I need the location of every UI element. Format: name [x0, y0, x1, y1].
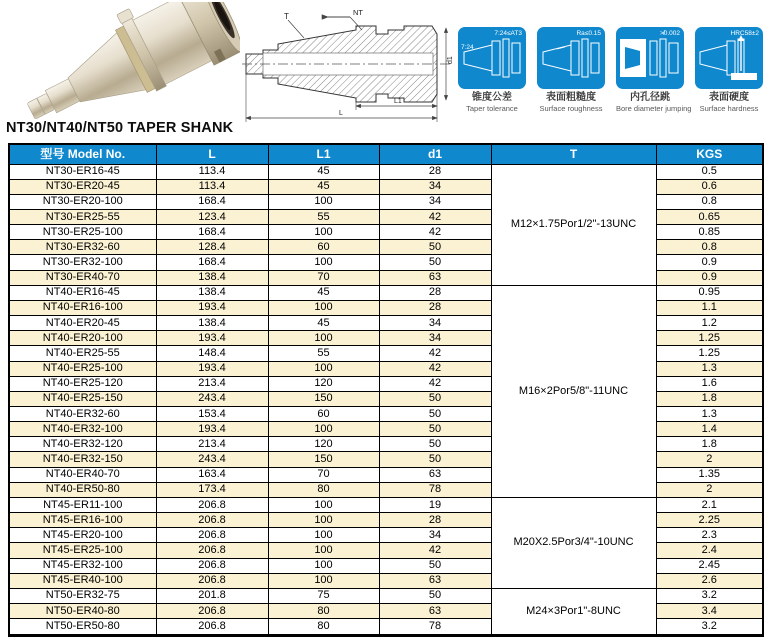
cell-model-no: NT40-ER32-60 [9, 407, 156, 422]
table-row [9, 164, 763, 179]
col-header-l1: L1 [268, 144, 379, 164]
cell-kgs: 2.6 [656, 573, 763, 588]
cell-l1: 120 [268, 376, 379, 391]
cell-model-no: NT45-ER40-100 [9, 573, 156, 588]
cell-l: 206.8 [156, 497, 268, 512]
surface-hardness-label-zh: 表面硬度 [709, 92, 749, 103]
cell-model-no: NT50-ER50-80 [9, 619, 156, 636]
cell-d1: 63 [379, 604, 491, 619]
cell-l: 213.4 [156, 437, 268, 452]
cell-kgs: 0.8 [656, 240, 763, 255]
bore-jumping-label-en: Bore diameter jumping [616, 103, 692, 113]
cell-kgs: 2.25 [656, 513, 763, 528]
cell-d1: 78 [379, 482, 491, 497]
cell-l1: 70 [268, 467, 379, 482]
spec-table [8, 143, 764, 637]
cell-l1: 100 [268, 422, 379, 437]
cell-l: 168.4 [156, 255, 268, 270]
surface-hardness-label-en: Surface hardness [699, 103, 759, 113]
cell-l1: 45 [268, 179, 379, 194]
cell-l1: 100 [268, 331, 379, 346]
feature-icons [458, 27, 764, 113]
cell-l1: 60 [268, 407, 379, 422]
col-header-model: 型号 Model No. [9, 144, 156, 164]
cell-l: 206.8 [156, 513, 268, 528]
cell-l: 173.4 [156, 482, 268, 497]
cell-model-no: NT40-ER25-55 [9, 346, 156, 361]
cell-model-no: NT30-ER32-60 [9, 240, 156, 255]
cell-model-no: NT40-ER50-80 [9, 482, 156, 497]
cell-d1: 50 [379, 240, 491, 255]
cell-l: 148.4 [156, 346, 268, 361]
cell-thread-spec: M12×1.75Por1/2"-13UNC [491, 164, 656, 285]
cell-model-no: NT40-ER20-45 [9, 316, 156, 331]
label-l: L [339, 110, 343, 117]
cell-kgs: 2.3 [656, 528, 763, 543]
cell-l: 206.8 [156, 528, 268, 543]
cell-d1: 34 [379, 179, 491, 194]
cell-l1: 55 [268, 209, 379, 224]
cell-kgs: 0.85 [656, 225, 763, 240]
feature-taper-tolerance [458, 27, 526, 113]
cell-d1: 19 [379, 497, 491, 512]
cell-model-no: NT40-ER32-100 [9, 422, 156, 437]
cell-kgs: 0.6 [656, 179, 763, 194]
cell-kgs: 2.4 [656, 543, 763, 558]
table-row [9, 588, 763, 603]
cell-d1: 50 [379, 558, 491, 573]
cell-d1: 42 [379, 209, 491, 224]
cell-kgs: 1.8 [656, 437, 763, 452]
cell-l: 168.4 [156, 225, 268, 240]
cell-d1: 28 [379, 285, 491, 300]
surface-roughness-value: Ra≤0.15 [576, 30, 601, 37]
cell-kgs: 1.25 [656, 331, 763, 346]
cell-d1: 34 [379, 316, 491, 331]
cell-d1: 50 [379, 391, 491, 406]
section-drawing [238, 4, 454, 124]
cell-kgs: 2 [656, 452, 763, 467]
cell-kgs: 1.25 [656, 346, 763, 361]
cell-d1: 63 [379, 573, 491, 588]
surface-roughness-label-zh: 表面粗糙度 [546, 92, 596, 103]
bore-jumping-value: ≯0.002 [659, 30, 680, 37]
cell-d1: 34 [379, 194, 491, 209]
cell-d1: 28 [379, 164, 491, 179]
page-title: NT30/NT40/NT50 TAPER SHANK [6, 120, 234, 136]
cell-model-no: NT40-ER20-100 [9, 331, 156, 346]
cell-l: 213.4 [156, 376, 268, 391]
cell-l1: 80 [268, 604, 379, 619]
cell-kgs: 1.4 [656, 422, 763, 437]
cell-l1: 100 [268, 194, 379, 209]
cell-kgs: 0.9 [656, 270, 763, 285]
cell-d1: 50 [379, 452, 491, 467]
cell-model-no: NT30-ER40-70 [9, 270, 156, 285]
cell-kgs: 1.3 [656, 361, 763, 376]
cell-model-no: NT40-ER25-120 [9, 376, 156, 391]
cell-kgs: 0.65 [656, 209, 763, 224]
table-row [9, 285, 763, 300]
cell-d1: 50 [379, 588, 491, 603]
cell-l: 193.4 [156, 300, 268, 315]
cell-l: 206.8 [156, 558, 268, 573]
cell-l1: 120 [268, 437, 379, 452]
col-header-kgs: KGS [656, 144, 763, 164]
cell-d1: 28 [379, 513, 491, 528]
cell-kgs: 0.95 [656, 285, 763, 300]
cell-l1: 100 [268, 573, 379, 588]
cell-model-no: NT30-ER20-100 [9, 194, 156, 209]
cell-l1: 100 [268, 497, 379, 512]
cell-model-no: NT50-ER40-80 [9, 604, 156, 619]
cell-l: 138.4 [156, 316, 268, 331]
cell-d1: 28 [379, 300, 491, 315]
label-d1: d1 [447, 56, 454, 64]
taper-tolerance-label-zh: 锥度公差 [472, 92, 512, 103]
cell-l: 193.4 [156, 331, 268, 346]
cell-kgs: 2 [656, 482, 763, 497]
cell-model-no: NT40-ER32-120 [9, 437, 156, 452]
cell-kgs: 0.8 [656, 194, 763, 209]
cell-l: 128.4 [156, 240, 268, 255]
taper-ratio-value: 7:24 [461, 44, 474, 51]
cell-kgs: 1.8 [656, 391, 763, 406]
cell-d1: 50 [379, 407, 491, 422]
collet-chuck-photo [12, 2, 240, 124]
cell-d1: 34 [379, 331, 491, 346]
table-row [9, 497, 763, 512]
cell-model-no: NT40-ER16-45 [9, 285, 156, 300]
feature-bore-jumping [616, 27, 692, 113]
cell-l1: 45 [268, 316, 379, 331]
cell-d1: 42 [379, 376, 491, 391]
cell-l1: 100 [268, 513, 379, 528]
cell-d1: 63 [379, 270, 491, 285]
cell-d1: 42 [379, 225, 491, 240]
cell-l1: 45 [268, 285, 379, 300]
cell-kgs: 3.2 [656, 619, 763, 636]
cell-kgs: 1.6 [656, 376, 763, 391]
cell-d1: 63 [379, 467, 491, 482]
cell-kgs: 1.3 [656, 407, 763, 422]
label-l1: L1 [394, 98, 402, 105]
cell-d1: 50 [379, 422, 491, 437]
table-header-row [9, 144, 763, 164]
cell-model-no: NT40-ER40-70 [9, 467, 156, 482]
cell-model-no: NT45-ER16-100 [9, 513, 156, 528]
cell-l1: 100 [268, 300, 379, 315]
cell-kgs: 1.2 [656, 316, 763, 331]
label-nt: NT [353, 8, 363, 17]
cell-l: 206.8 [156, 573, 268, 588]
feature-surface-roughness [537, 27, 605, 113]
cell-model-no: NT45-ER25-100 [9, 543, 156, 558]
cell-kgs: 2.1 [656, 497, 763, 512]
col-header-d1: d1 [379, 144, 491, 164]
cell-l1: 100 [268, 225, 379, 240]
cell-l1: 80 [268, 619, 379, 636]
cell-d1: 50 [379, 437, 491, 452]
cell-l1: 100 [268, 558, 379, 573]
cell-l: 153.4 [156, 407, 268, 422]
cell-d1: 42 [379, 346, 491, 361]
surface-hardness-icon [695, 27, 763, 89]
bore-diameter-jumping-icon [616, 27, 684, 89]
cell-d1: 42 [379, 361, 491, 376]
surface-roughness-icon [537, 27, 605, 89]
col-header-l: L [156, 144, 268, 164]
cell-kgs: 3.2 [656, 588, 763, 603]
cell-d1: 42 [379, 543, 491, 558]
cell-model-no: NT40-ER16-100 [9, 300, 156, 315]
cell-l: 193.4 [156, 422, 268, 437]
feature-surface-hardness [695, 27, 763, 113]
surface-roughness-label-en: Surface roughness [539, 103, 603, 113]
label-t: T [284, 12, 289, 21]
cell-l1: 100 [268, 543, 379, 558]
taper-tolerance-label-en: Taper tolerance [466, 103, 518, 113]
cell-l: 123.4 [156, 209, 268, 224]
cell-d1: 34 [379, 528, 491, 543]
cell-kgs: 3.4 [656, 604, 763, 619]
cell-l: 163.4 [156, 467, 268, 482]
cell-l1: 150 [268, 452, 379, 467]
cell-l: 201.8 [156, 588, 268, 603]
cell-l1: 45 [268, 164, 379, 179]
cell-thread-spec: M24×3Por1"-8UNC [491, 588, 656, 635]
cell-model-no: NT30-ER32-100 [9, 255, 156, 270]
cell-l: 138.4 [156, 285, 268, 300]
cell-model-no: NT30-ER20-45 [9, 179, 156, 194]
cell-l: 113.4 [156, 164, 268, 179]
cell-l1: 80 [268, 482, 379, 497]
cell-l: 243.4 [156, 452, 268, 467]
cell-kgs: 0.5 [656, 164, 763, 179]
cell-model-no: NT50-ER32-75 [9, 588, 156, 603]
cell-model-no: NT30-ER25-100 [9, 225, 156, 240]
table-body [9, 164, 763, 636]
cell-model-no: NT40-ER25-150 [9, 391, 156, 406]
cell-kgs: 1.35 [656, 467, 763, 482]
cell-l: 206.8 [156, 604, 268, 619]
cell-l: 168.4 [156, 194, 268, 209]
cell-model-no: NT45-ER32-100 [9, 558, 156, 573]
cell-model-no: NT45-ER11-100 [9, 497, 156, 512]
cell-kgs: 0.9 [656, 255, 763, 270]
cell-thread-spec: M16×2Por5/8"-11UNC [491, 285, 656, 497]
cell-kgs: 1.1 [656, 300, 763, 315]
cell-model-no: NT30-ER16-45 [9, 164, 156, 179]
cell-model-no: NT30-ER25-55 [9, 209, 156, 224]
cell-l1: 100 [268, 528, 379, 543]
cell-l: 206.8 [156, 543, 268, 558]
taper-tolerance-icon [458, 27, 526, 89]
cell-l: 138.4 [156, 270, 268, 285]
col-header-thread: T [491, 144, 656, 164]
cell-kgs: 2.45 [656, 558, 763, 573]
bore-jumping-label-zh: 内孔径跳 [630, 92, 670, 103]
cell-l1: 100 [268, 361, 379, 376]
cell-l1: 55 [268, 346, 379, 361]
cell-l: 193.4 [156, 361, 268, 376]
cell-l1: 150 [268, 391, 379, 406]
surface-hardness-value: HRC58±2 [730, 30, 759, 37]
cell-thread-spec: M20X2.5Por3/4"-10UNC [491, 497, 656, 588]
product-photo [12, 2, 240, 124]
cell-l: 113.4 [156, 179, 268, 194]
cell-l1: 60 [268, 240, 379, 255]
cell-l1: 100 [268, 255, 379, 270]
cell-d1: 78 [379, 619, 491, 636]
cell-d1: 50 [379, 255, 491, 270]
cell-model-no: NT45-ER20-100 [9, 528, 156, 543]
cell-model-no: NT40-ER32-150 [9, 452, 156, 467]
cell-model-no: NT40-ER25-100 [9, 361, 156, 376]
cell-l1: 70 [268, 270, 379, 285]
cell-l: 243.4 [156, 391, 268, 406]
cell-l1: 75 [268, 588, 379, 603]
technical-drawing [238, 4, 454, 124]
cell-l: 206.8 [156, 619, 268, 636]
taper-tolerance-value: 7:24≤AT3 [494, 30, 522, 37]
